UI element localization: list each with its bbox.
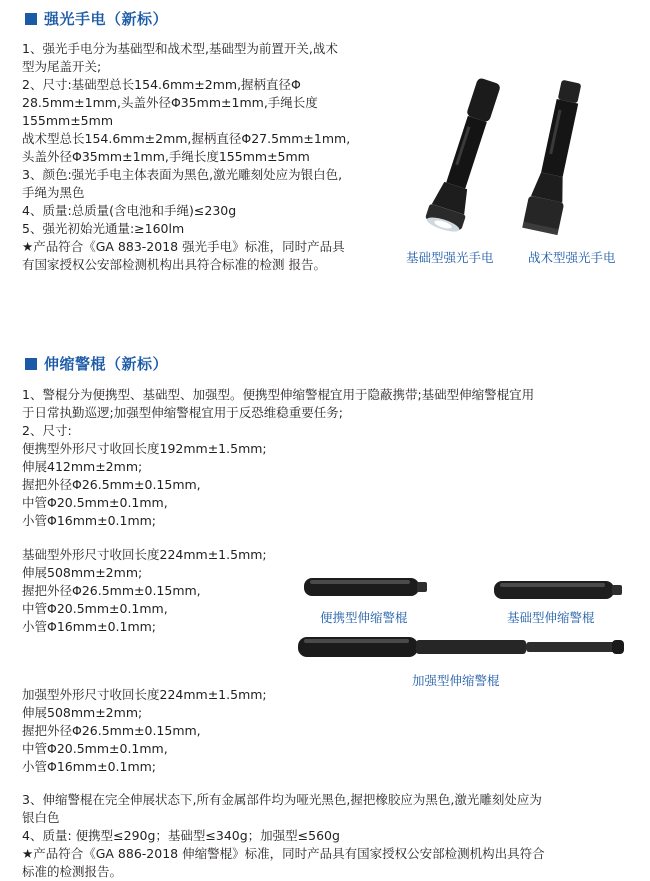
baton-tail-text: [22, 791, 642, 881]
text-line: 4、质量: 便携型≤290g；基础型≤340g；加强型≤560g: [22, 828, 340, 843]
text-line: 5、强光初始光通量:≥160lm: [22, 221, 185, 236]
text-line: 2、尺寸:: [22, 423, 72, 438]
text-line: 3、颜色:强光手电主体表面为黑色,激光雕刻处应为银白色,: [22, 167, 343, 182]
text-line: 155mm±5mm: [22, 113, 113, 128]
text-line: 4、质量:总质量(含电池和手绳)≤230g: [22, 203, 237, 218]
text-line: 型为尾盖开关;: [22, 59, 102, 74]
caption-basic-baton: 基础型伸缩警棍: [507, 610, 595, 625]
section-title: 强光手电（新标）: [44, 10, 169, 28]
text-line: 标准的检测报告。: [22, 864, 123, 879]
caption-basic-flashlight: 基础型强光手电: [406, 250, 494, 265]
text-line: 握把外径Φ26.5mm±0.15mm,: [22, 723, 201, 738]
baton-basic-spec-text: [22, 546, 302, 636]
text-line: 中管Φ20.5mm±0.1mm,: [22, 495, 168, 510]
text-line: 基础型外形尺寸收回长度224mm±1.5mm;: [22, 547, 267, 562]
text-line: 战术型总长154.6mm±2mm,握柄直径Φ27.5mm±1mm,: [22, 131, 351, 146]
text-line: 1、警棍分为便携型、基础型、加强型。便携型伸缩警棍宜用于隐蔽携带;基础型伸缩警棍宜用: [22, 387, 535, 402]
flashlight-spec-text: [22, 40, 402, 274]
baton-reinforced-spec-text: [22, 686, 322, 776]
text-line: 小管Φ16mm±0.1mm;: [22, 619, 157, 634]
text-line: 3、伸缩警棍在完全伸展状态下,所有金属部件均为哑光黑色,握把橡胶应为黑色,激光雕刻处应为: [22, 792, 542, 807]
text-line: 有国家授权公安部检测机构出具符合标准的检测 报告。: [22, 257, 326, 272]
tactical-flashlight-image: [515, 75, 595, 245]
text-line: 握把外径Φ26.5mm±0.15mm,: [22, 477, 201, 492]
section-title: 伸缩警棍（新标）: [44, 355, 169, 373]
basic-baton-image: [490, 578, 625, 602]
text-line: 头盖外径Φ35mm±1mm,手绳长度155mm±5mm: [22, 149, 310, 164]
caption-portable-baton: 便携型伸缩警棍: [320, 610, 408, 625]
caption-tactical-flashlight: 战术型强光手电: [528, 250, 616, 265]
heading-square-icon: [25, 358, 37, 370]
text-line: 1、强光手电分为基础型和战术型,基础型为前置开关,战术: [22, 41, 338, 56]
section-heading-baton: [25, 353, 168, 374]
text-line: ★产品符合《GA 883-2018 强光手电》标准，同时产品具: [22, 239, 345, 254]
text-line: 伸展508mm±2mm;: [22, 565, 143, 580]
text-line: 于日常执勤巡逻;加强型伸缩警棍宜用于反恐维稳重要任务;: [22, 405, 343, 420]
section-heading-flashlight: [25, 8, 168, 29]
text-line: 小管Φ16mm±0.1mm;: [22, 759, 157, 774]
baton-intro-text: [22, 386, 642, 530]
heading-square-icon: [25, 13, 37, 25]
text-line: 加强型外形尺寸收回长度224mm±1.5mm;: [22, 687, 267, 702]
text-line: 伸展412mm±2mm;: [22, 459, 143, 474]
text-line: 伸展508mm±2mm;: [22, 705, 143, 720]
portable-baton-image: [300, 575, 430, 599]
text-line: 手绳为黑色: [22, 185, 85, 200]
text-line: ★产品符合《GA 886-2018 伸缩警棍》标准，同时产品具有国家授权公安部检测机构出具符合: [22, 846, 545, 861]
text-line: 小管Φ16mm±0.1mm;: [22, 513, 157, 528]
caption-reinforced-baton: 加强型伸缩警棍: [412, 673, 500, 688]
basic-flashlight-image: [420, 72, 510, 242]
text-line: 便携型外形尺寸收回长度192mm±1.5mm;: [22, 441, 267, 456]
text-line: 银白色: [22, 810, 60, 825]
text-line: 2、尺寸:基础型总长154.6mm±2mm,握柄直径Φ: [22, 77, 301, 92]
text-line: 中管Φ20.5mm±0.1mm,: [22, 601, 168, 616]
text-line: 28.5mm±1mm,头盖外径Φ35mm±1mm,手绳长度: [22, 95, 318, 110]
reinforced-baton-image: [294, 632, 629, 662]
text-line: 中管Φ20.5mm±0.1mm,: [22, 741, 168, 756]
text-line: 握把外径Φ26.5mm±0.15mm,: [22, 583, 201, 598]
